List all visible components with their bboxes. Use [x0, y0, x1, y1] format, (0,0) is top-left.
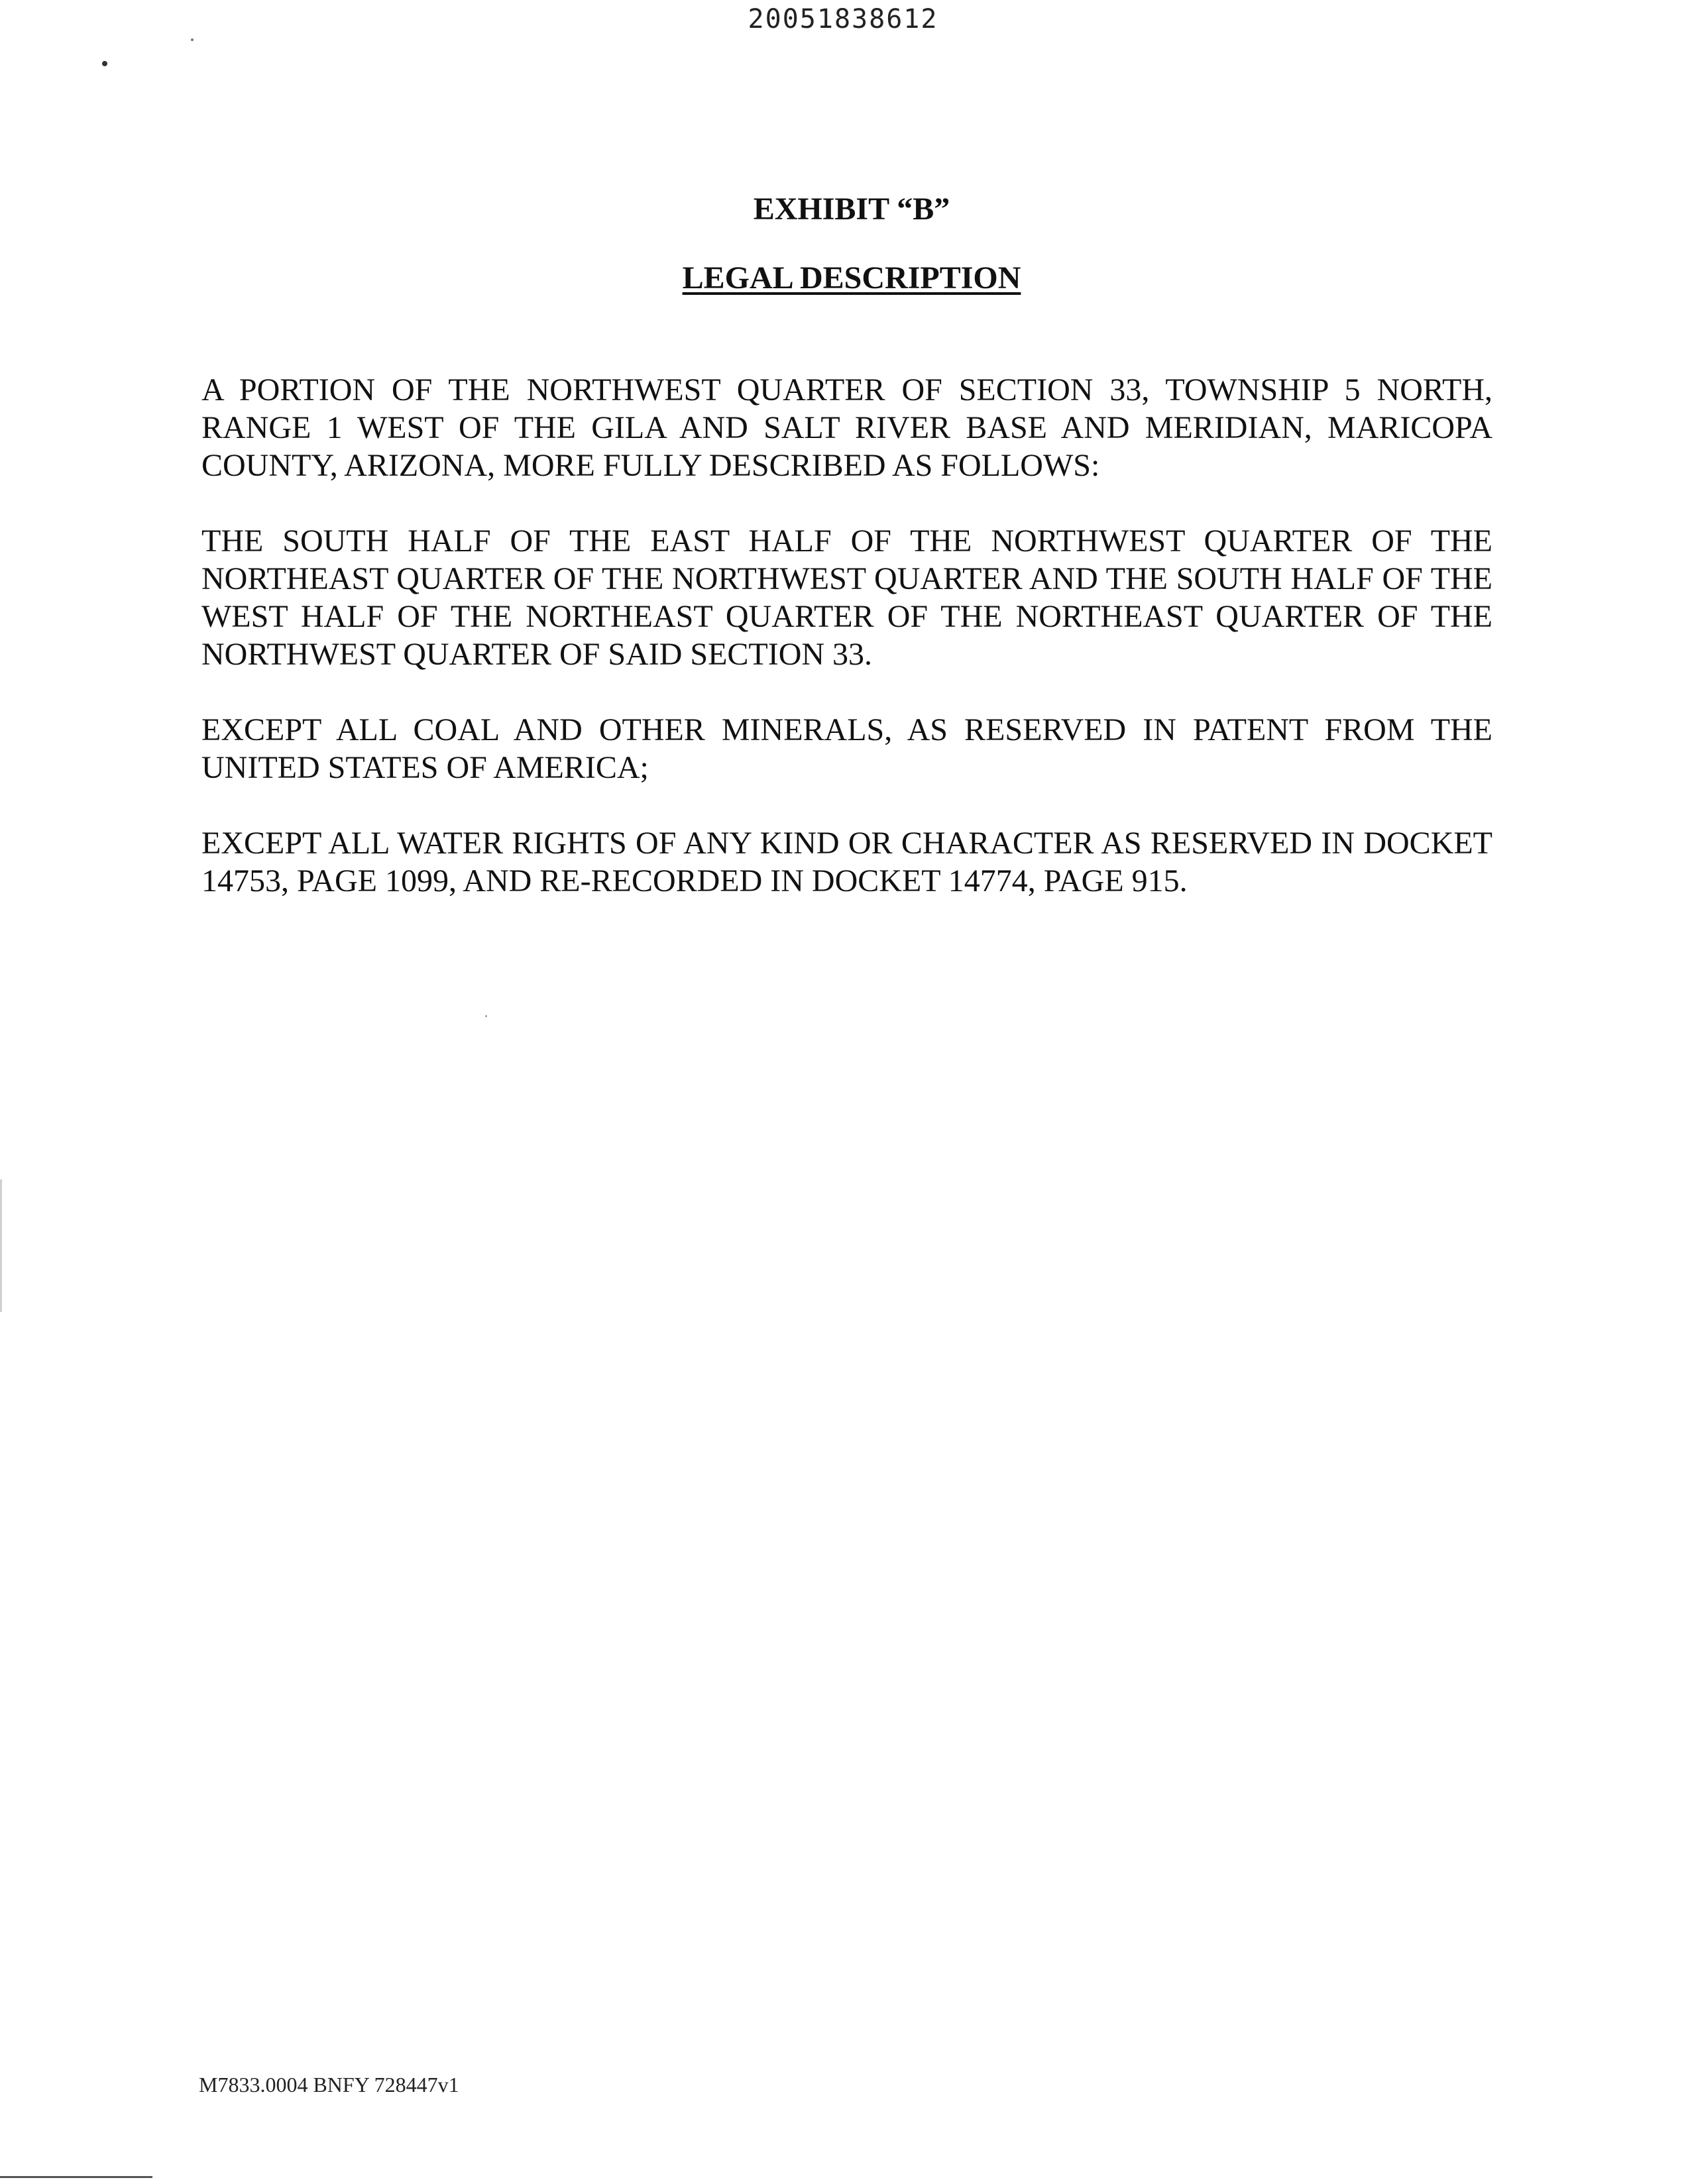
legal-description-title: LEGAL DESCRIPTION: [682, 260, 1021, 296]
scan-edge-line: [0, 1179, 2, 1312]
document-reference: M7833.0004 BNFY 728447v1: [199, 2073, 459, 2097]
bottom-rule: [0, 2176, 152, 2178]
legal-description-body: [201, 371, 1492, 938]
scan-speck: [191, 38, 194, 41]
paragraph-minerals-exception: EXCEPT ALL COAL AND OTHER MINERALS, AS RESERVED IN PATENT FROM THE UNITED STATES OF AMERICA;: [201, 712, 1492, 785]
paragraph-water-rights-exception: EXCEPT ALL WATER RIGHTS OF ANY KIND OR CHARACTER AS RESERVED IN DOCKET 14753, PAGE 1099, AND RE-RECORDED IN DOCKET 14774, PAGE 915.: [201, 826, 1492, 899]
scan-speck: [102, 61, 107, 66]
exhibit-title: EXHIBIT “B”: [753, 191, 950, 227]
scan-speck: [485, 1015, 487, 1017]
paragraph-parcel: THE SOUTH HALF OF THE EAST HALF OF THE NORTHWEST QUARTER OF THE NORTHEAST QUARTER OF THE NORTHWEST QUARTER AND THE SOUTH HALF OF THE WEST HALF OF THE NORTHEAST QUARTER OF THE NORTHEAST QUARTER OF THE NORTHWEST QUARTER OF SAID SECTION 33.: [201, 523, 1492, 672]
recording-number: 20051838612: [748, 4, 938, 34]
paragraph-portion: A PORTION OF THE NORTHWEST QUARTER OF SECTION 33, TOWNSHIP 5 NORTH, RANGE 1 WEST OF THE GILA AND SALT RIVER BASE AND MERIDIAN, MARICOPA COUNTY, ARIZONA, MORE FULLY DESCRIBED AS FOLLOWS:: [201, 372, 1492, 483]
